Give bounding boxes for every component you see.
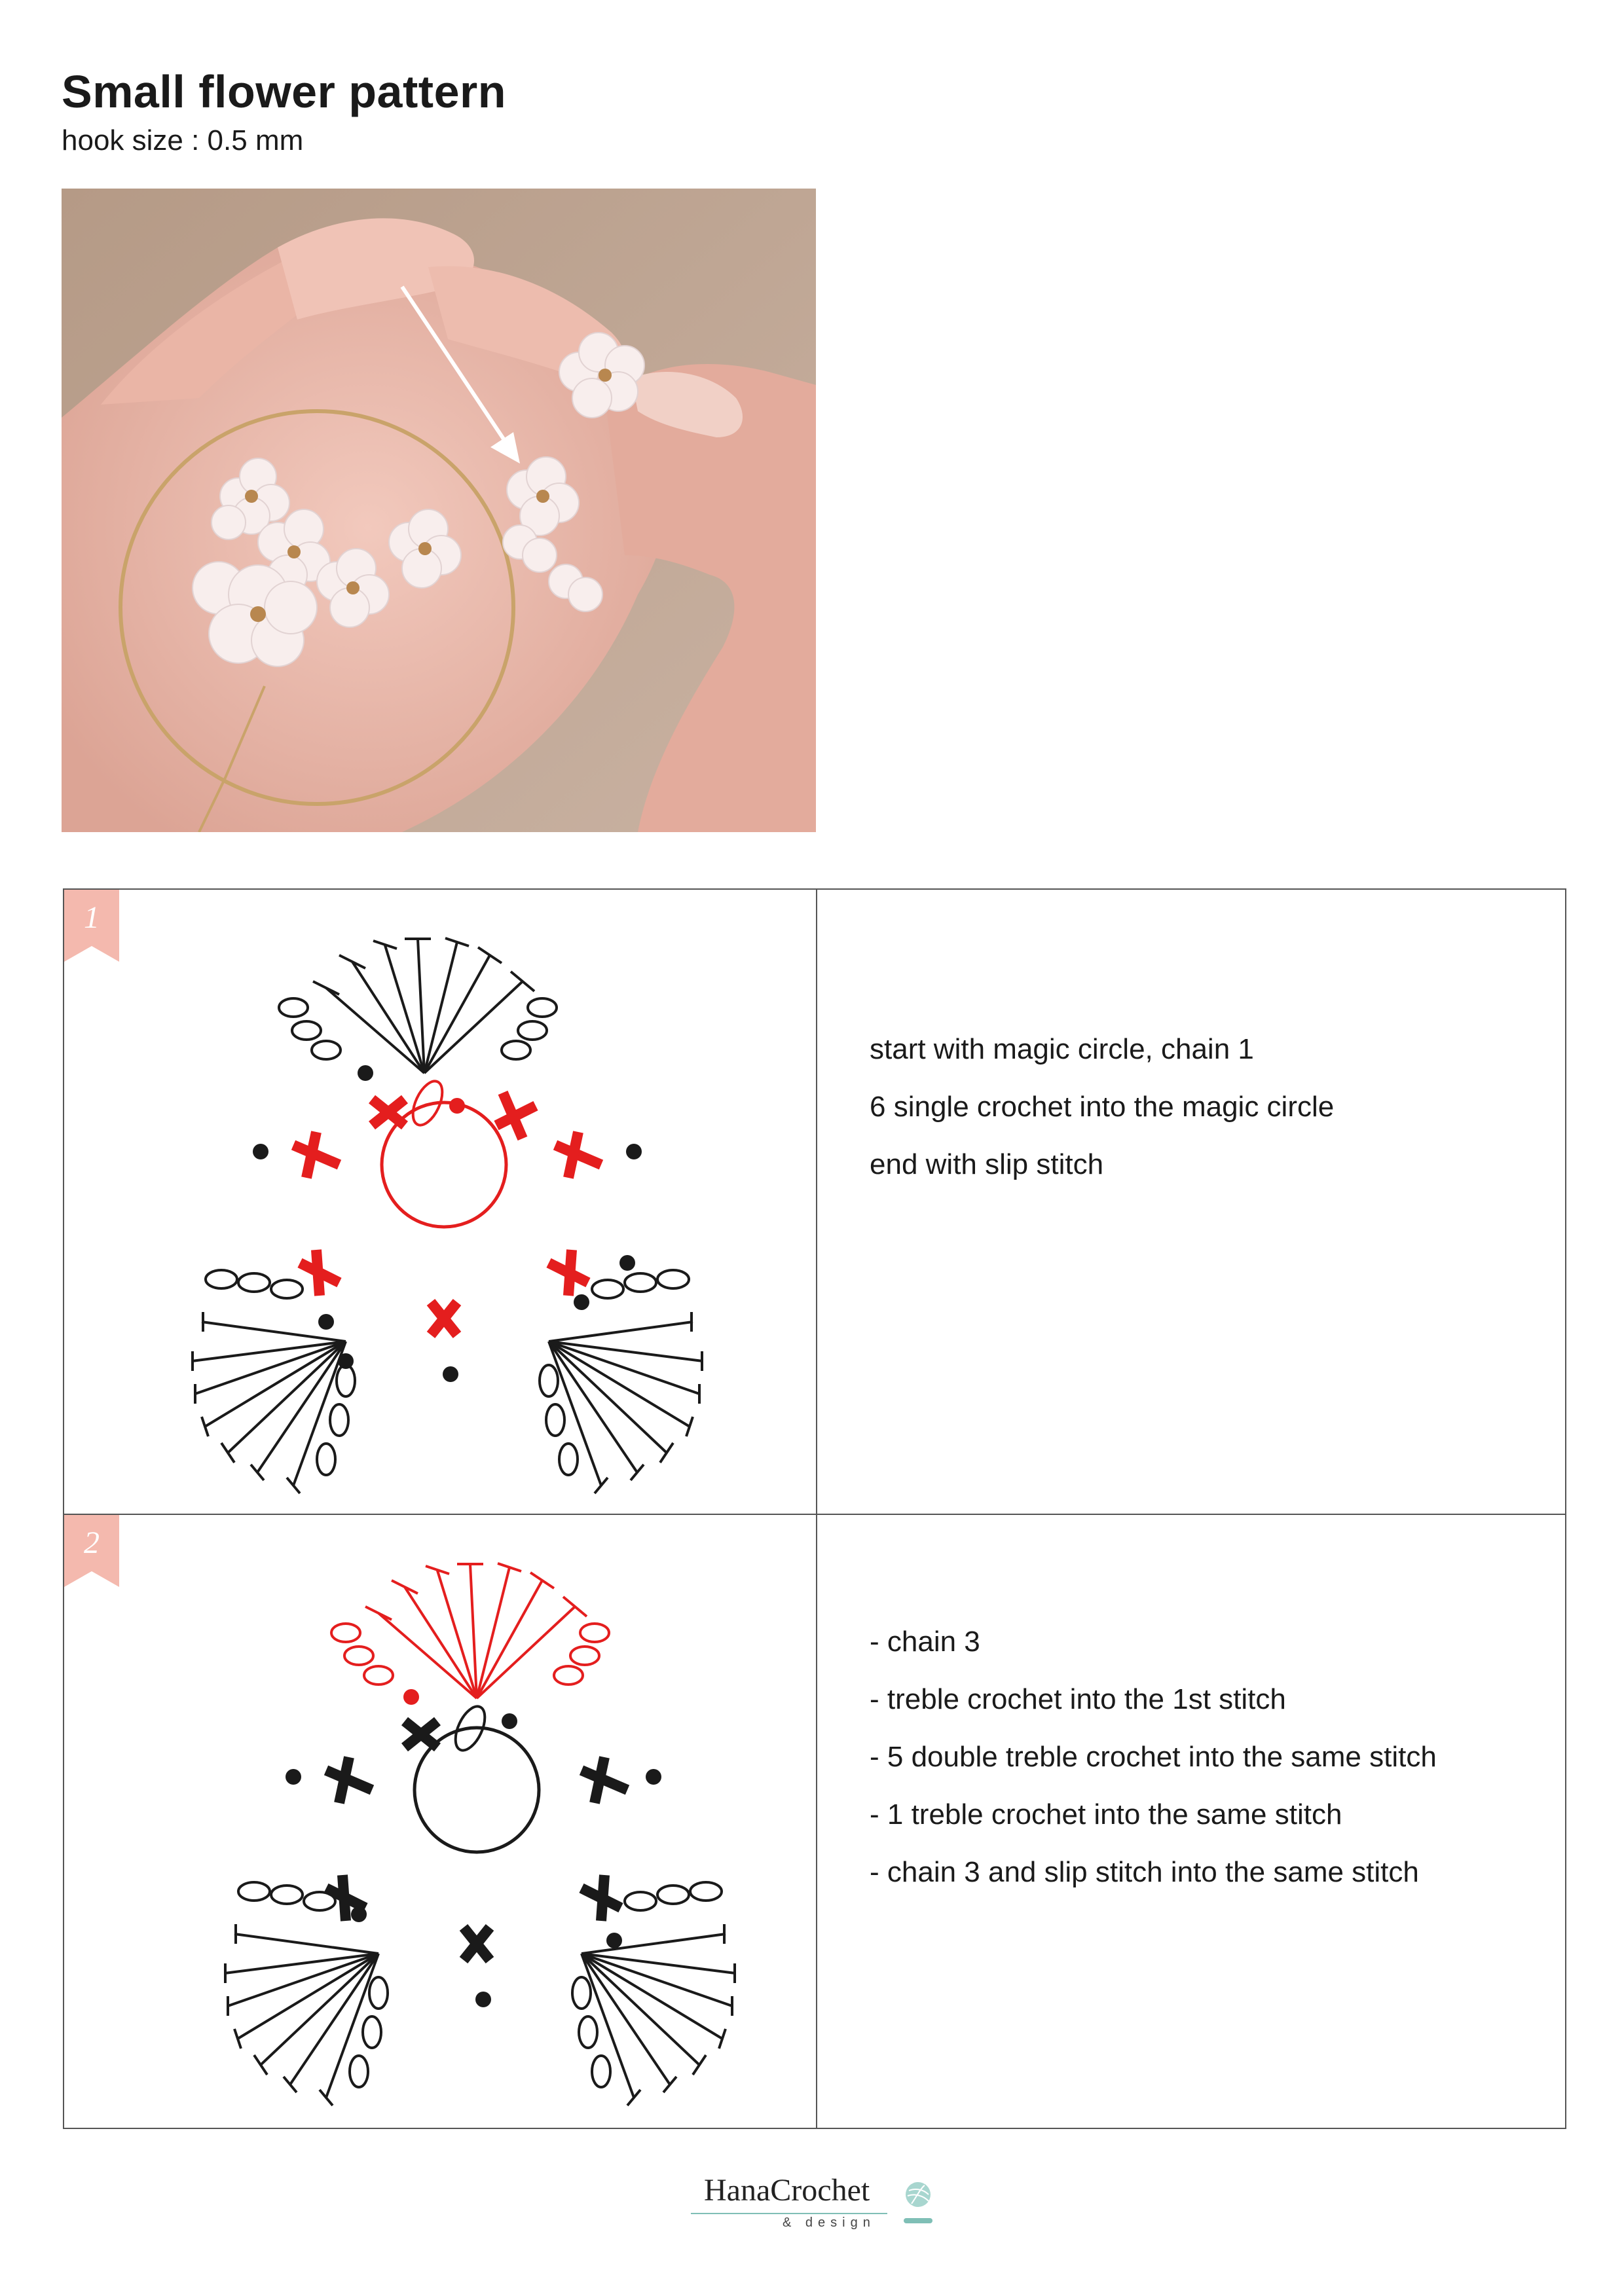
- logo-subtitle: & design: [783, 2215, 876, 2230]
- row-divider: [64, 1514, 1565, 1515]
- hook-size: hook size : 0.5 mm: [62, 124, 304, 156]
- earring-photo: [62, 189, 816, 832]
- brand-logo: [691, 2172, 940, 2238]
- instruction-line: start with magic circle, chain 1: [870, 1033, 1254, 1065]
- instruction-line: - treble crochet into the 1st stitch: [870, 1683, 1286, 1715]
- instruction-line: 6 single crochet into the magic circle: [870, 1091, 1335, 1123]
- pattern-table: [63, 888, 1566, 2129]
- left-petal: [192, 1270, 355, 1493]
- top-petal-highlight: [331, 1563, 609, 1698]
- step-1-instructions: [870, 1021, 1334, 1194]
- step-1-badge: [64, 890, 119, 962]
- right-petal: [540, 1270, 703, 1493]
- step-1-number: 1: [84, 900, 100, 935]
- step-2-badge: [64, 1515, 119, 1587]
- instruction-line: - 1 treble crochet into the same stitch: [870, 1798, 1342, 1831]
- page-title: Small flower pattern: [62, 66, 507, 117]
- column-divider: [816, 890, 817, 2128]
- step-2-instructions: [870, 1613, 1437, 1901]
- single-crochet-marks: [293, 1093, 601, 1335]
- logo-accent: [904, 2218, 932, 2223]
- instruction-line: - 5 double treble crochet into the same stitch: [870, 1741, 1437, 1773]
- round-2-chart: [130, 1535, 758, 2124]
- instruction-line: - chain 3 and slip stitch into the same stitch: [870, 1856, 1419, 1888]
- instruction-line: - chain 3: [870, 1626, 980, 1658]
- single-crochet-marks: [326, 1721, 627, 1960]
- yarn-ball-icon: [904, 2180, 932, 2209]
- logo-underline: [691, 2213, 887, 2214]
- step-2-number: 2: [84, 1525, 100, 1560]
- instruction-line: end with slip stitch: [870, 1148, 1104, 1180]
- logo-name: HanaCrochet: [704, 2173, 870, 2208]
- top-petal: [279, 938, 557, 1073]
- round-1-chart: [130, 909, 758, 1499]
